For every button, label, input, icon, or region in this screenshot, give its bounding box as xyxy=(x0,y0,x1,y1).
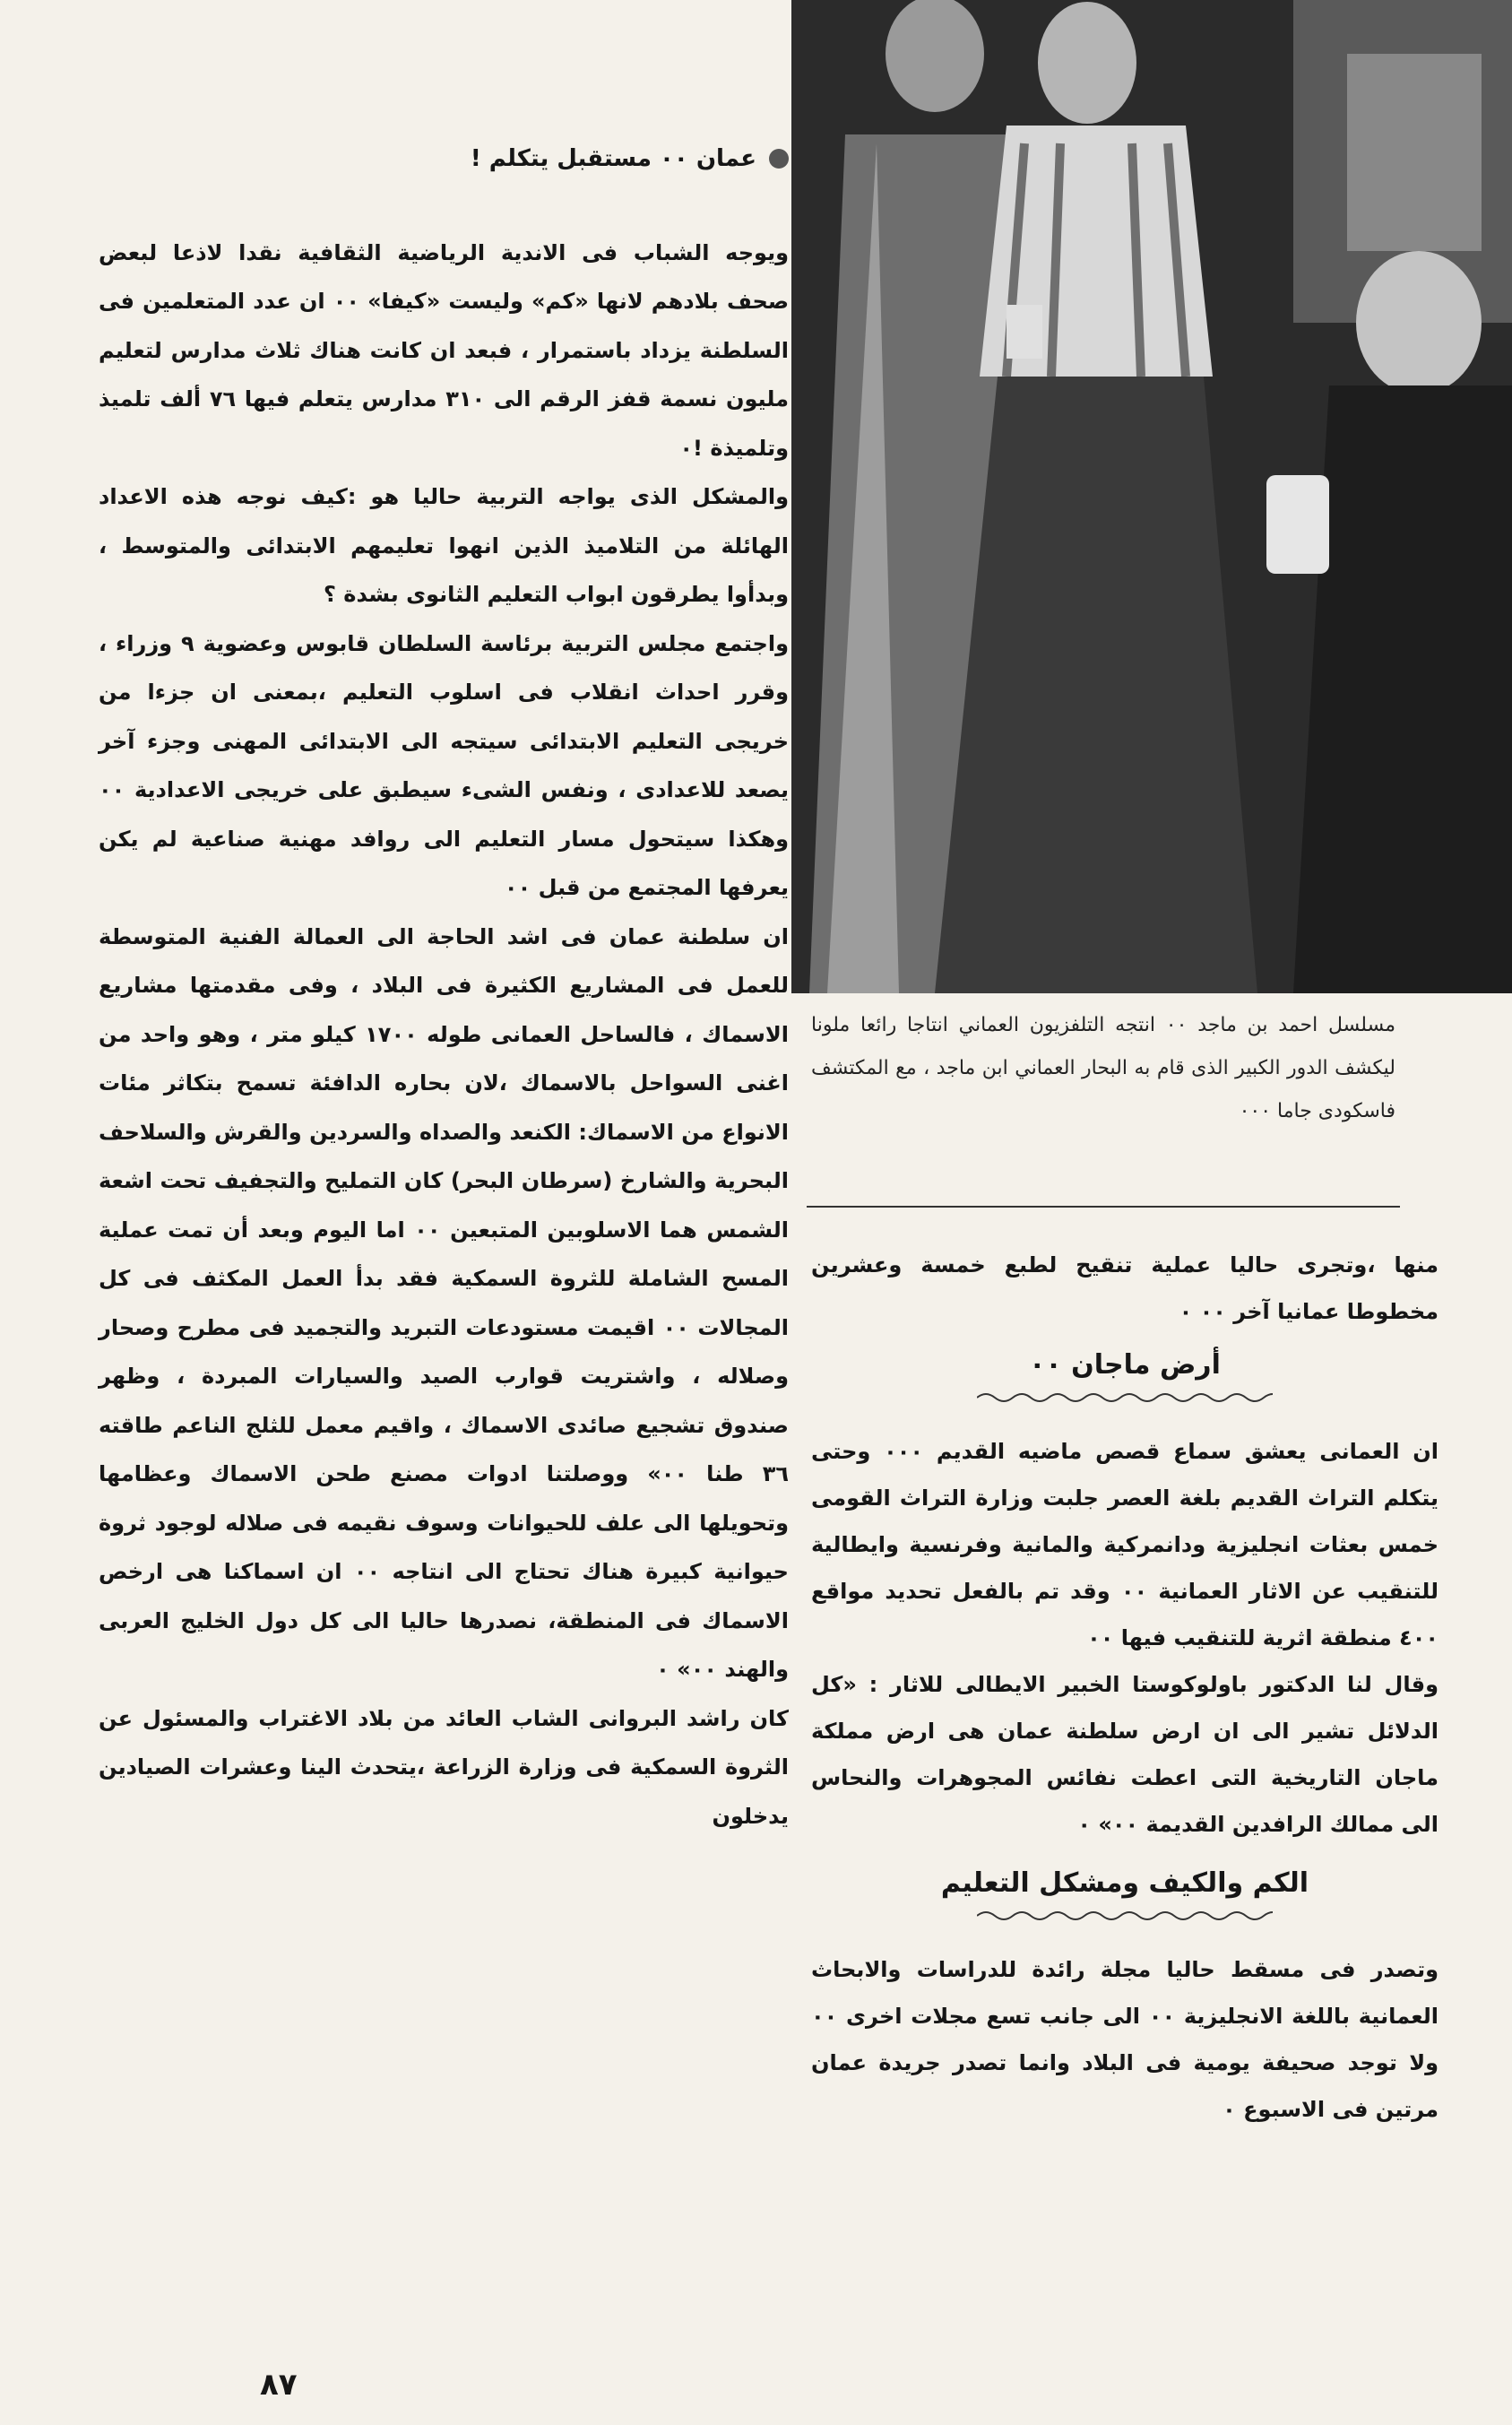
photo-caption: مسلسل احمد بن ماجد ٠٠ انتجه التلفزيون العماني انتاجا رائعا ملونا ليكشف الدور الكبير الذى قام به البحار العماني ابن ماجد ، مع المكتشف فاسكودى جاما ٠٠٠ xyxy=(811,1014,1395,1122)
paragraph: ان سلطنة عمان فى اشد الحاجة الى العمالة الفنية المتوسطة للعمل فى المشاريع الكثيرة فى البلاد ، وفى مقدمتها مشاريع الاسماك ، فالساحل العمانى طوله ١٧٠٠ كيلو متر ، وهو واحد من اغنى السواحل بالاسماك ،لان بحاره الدافئة تسمح بتكاثر مئات الانواع من الاسماك: الكنعد والصداه والسردين والقرش والسلاحف البحرية والشارخ (سرطان البحر) كان التمليح والتجفيف تحت اشعة الشمس هما الاسلوبين المتبعين ٠٠ اما اليوم وبعد أن تمت عملية المسح الشاملة للثروة السمكية فقد بدأ العمل المكثف فى كل المجالات ٠٠ اقيمت مستودعات التبريد والتجميد فى مطرح وصحار وصلاله ، واشتريت قوارب الصيد والسيارات المبردة ، وظهر صندوق تشجيع صائدى الاسماك ، واقيم معمل للثلج الناعم طاقته ٣٦ طنا ٠٠» ووصلتنا ادوات مصنع طحن الاسماك وعظامها وتحويلها الى علف للحيوانات وسوف نقيمه فى صلاله لوجود ثروة حيوانية كبيرة هناك تحتاج الى انتاجه ٠٠ ان اسماكنا هى ارخص الاسماك فى المنطقة، نصدرها حاليا الى كل دول الخليج العربى والهند ٠٠» ٠ xyxy=(99,923,789,1682)
wavy-underline xyxy=(977,1390,1273,1405)
subheading-education: الكم والكيف ومشكل التعليم xyxy=(940,1867,1309,1899)
paragraph: ويوجه الشباب فى الاندية الرياضية الثقافية نقدا لاذعا لبعض صحف بلادهم لانها «كم» وليست «كيفا» ٠٠ ان عدد المتعلمين فى السلطنة يزداد باستمرار ، فبعد ان كانت هناك ثلاث مدارس لتعليم مليون نسمة قفز الرقم الى ٣١٠ مدارس يتعلم فيها ٧٦ ألف تلميذ وتلميذة !٠ xyxy=(99,239,790,461)
wavy-underline xyxy=(977,1909,1273,1923)
paragraph: والمشكل الذى يواجه التربية حاليا هو :كيف نوجه هذه الاعداد الهائلة من التلاميذ الذين انهوا تعليمهم الابتدائى والمتوسط ، وبدأوا يطرقون ابواب التعليم الثانوى بشدة ؟ xyxy=(99,484,789,607)
left-article-column xyxy=(99,134,789,1840)
right-article-column xyxy=(811,1242,1439,2133)
section-heading-text: عمان ٠٠ مستقبل يتكلم ! xyxy=(470,145,756,172)
intro-paragraph: منها ،وتجرى حاليا عملية تنقيح لطبع خمسة وعشرين مخطوطا عمانيا آخر ٠٠ ٠ xyxy=(811,1252,1439,1324)
paragraph: ان العمانى يعشق سماع قصص ماضيه القديم ٠٠٠ وحتى يتكلم التراث القديم بلغة العصر جلبت وزارة التراث القومى خمس بعثات انجليزية ودانمركية والمانية وفرنسية وايطالية للتنقيب عن الاثار العمانية ٠٠ وقد تم بالفعل تحديد مواقع ٤٠٠ منطقة اثرية للتنقيب فيها ٠٠ xyxy=(811,1439,1439,1650)
subheading-magan: أرض ماجان ٠٠ xyxy=(1029,1349,1221,1381)
paragraph: وقال لنا الدكتور باولوكوستا الخبير الايطالى للاثار : «كل الدلائل تشير الى ان ارض سلطنة عمان هى ارض مملكة ماجان التاريخية التى اعطت نفائس المجوهرات والنحاس الى ممالك الرافدين القديمة ٠٠» ٠ xyxy=(811,1672,1439,1837)
paragraph: واجتمع مجلس التربية برئاسة السلطان قابوس وعضوية ٩ وزراء ، وقرر احداث انقلاب فى اسلوب التعليم ،بمعنى ان جزءا من خريجى التعليم الابتدائى سيتجه الى الابتدائى المهنى وجزء آخر يصعد للاعدادى ، ونفس الشىء سيطبق على خريجى الاعدادية ٠٠ وهكذا سيتحول مسار التعليم الى روافد مهنية صناعية لم يكن يعرفها المجتمع من قبل ٠٠ xyxy=(99,630,789,900)
caption-divider xyxy=(807,1206,1400,1208)
page-number: ٨٧ xyxy=(260,2367,298,2403)
photo-illustration xyxy=(791,0,1512,993)
paragraph: وتصدر فى مسقط حاليا مجلة رائدة للدراسات والابحاث العمانية باللغة الانجليزية ٠٠ الى جانب تسع مجلات اخرى ٠٠ ولا توجد صحيفة يومية فى البلاد وانما تصدر جريدة عمان مرتين فى الاسبوع ٠ xyxy=(811,1957,1439,2122)
paragraph: كان راشد البروانى الشاب العائد من بلاد الاغتراب والمسئول عن الثروة السمكية فى وزارة الزراعة ،يتحدث الينا وعشرات الصيادين يدخلون xyxy=(99,1705,789,1829)
section-heading xyxy=(99,134,789,184)
article-photo xyxy=(791,0,1512,993)
bullet-icon xyxy=(769,149,789,169)
